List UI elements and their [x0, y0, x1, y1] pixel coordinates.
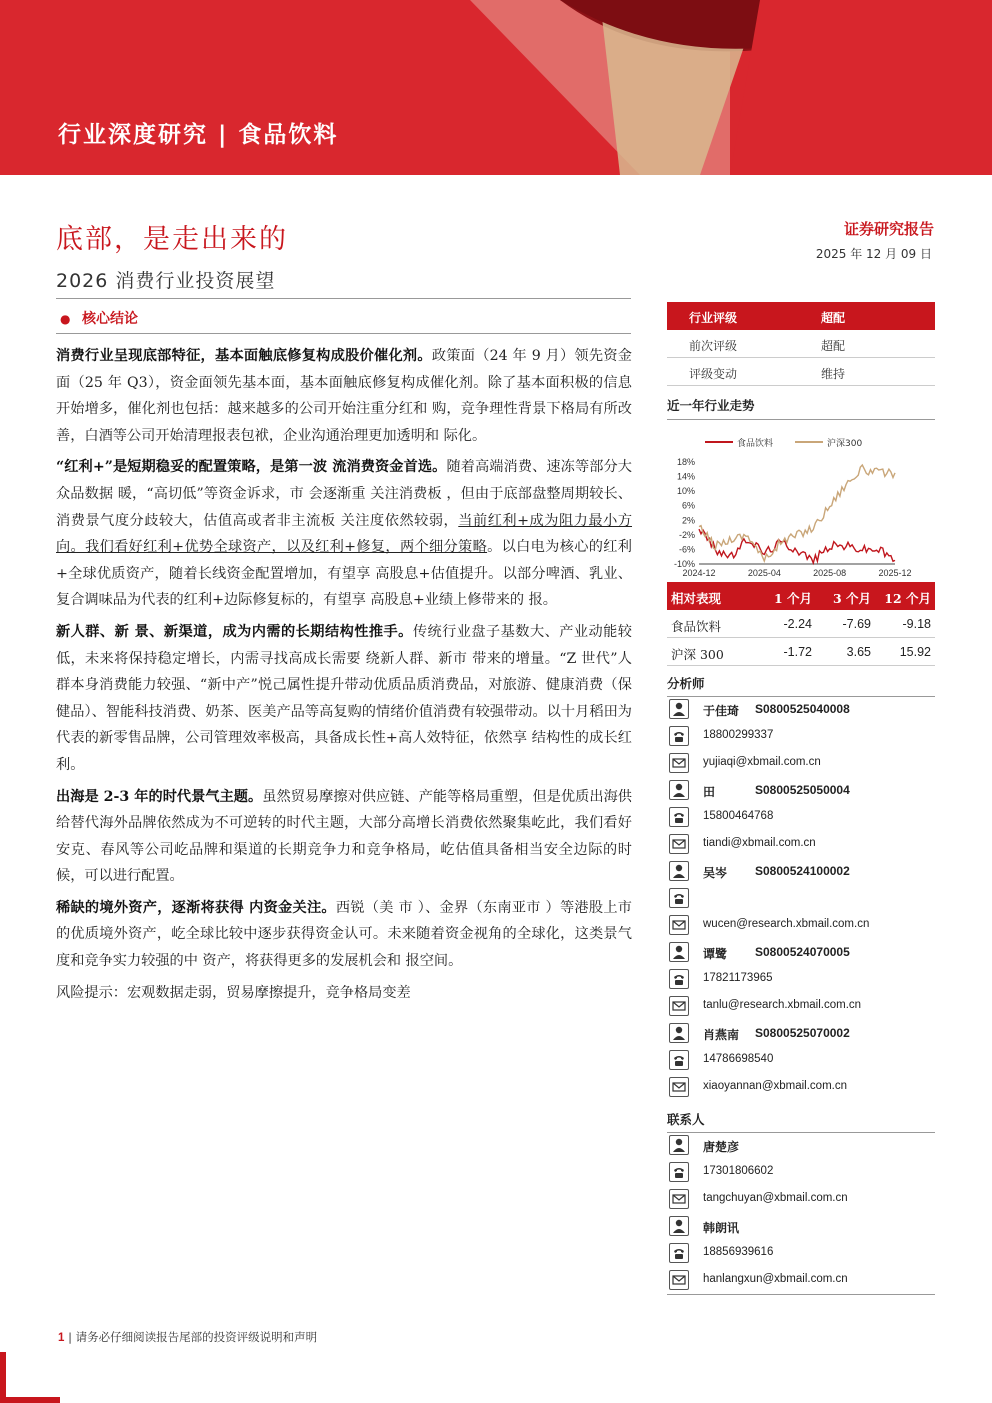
contact-row [667, 1268, 935, 1295]
contact-row [667, 805, 935, 832]
series-line [699, 529, 895, 563]
mail-text: wucen@research.xbmail.com.cn [703, 918, 870, 930]
mail-icon [669, 753, 689, 773]
y-tick-label: -2% [678, 529, 695, 540]
contact-row [667, 1048, 935, 1075]
rating-row-value: 维持 [821, 367, 846, 381]
person-icon [669, 1216, 689, 1236]
report-date: 2025 年 12 月 09 日 [815, 247, 932, 261]
person-icon [669, 942, 689, 962]
performance-header-cell: 1 个月 [773, 591, 812, 606]
paragraph-text: 。以白电为核心的红利+全球优质资产，随着长线资金配置增加，有望享 高股息+估值提升。以部分啤酒、乳业、复合调味品为代表的红利+边际修复标的，有望享 高股息+业绩上修带来的 报。 [56, 539, 632, 609]
rating-row-label: 前次评级 [689, 339, 738, 353]
mail-icon [669, 1270, 689, 1290]
person-text: 田 [703, 785, 716, 799]
paragraph-lead: 新人群、新 景、新渠道，成为内需的长期结构性推手。 [56, 623, 413, 640]
footer-separator: | [68, 1330, 76, 1344]
contact-row [667, 751, 935, 778]
analyst-section-label: 分析师 [667, 674, 935, 697]
phone-icon [669, 969, 689, 989]
contact-row [667, 940, 935, 967]
y-tick-label: 14% [676, 471, 695, 482]
sidebar [667, 302, 935, 1295]
phone-text: 14786698540 [703, 1053, 774, 1065]
performance-value: -2.24 [783, 617, 812, 631]
performance-name: 食品饮料 [671, 619, 722, 634]
x-tick-label: 2025-04 [747, 568, 781, 578]
x-tick-label: 2024-12 [682, 568, 716, 578]
mail-text: hanlangxun@xbmail.com.cn [703, 1273, 848, 1285]
rating-row [667, 330, 935, 358]
phone-icon [669, 888, 689, 908]
performance-name: 沪深 300 [671, 647, 724, 662]
series-line [699, 465, 895, 561]
y-tick-label: 18% [676, 457, 695, 467]
mail-icon [669, 834, 689, 854]
rating-header [667, 302, 935, 330]
contact-row [667, 1133, 935, 1160]
performance-value: -9.18 [902, 617, 931, 631]
report-subtitle: 2026 消费行业投资展望 [56, 270, 276, 292]
performance-header-cell: 相对表现 [671, 591, 722, 606]
contact-row [667, 1160, 935, 1187]
mail-text: tanlu@research.xbmail.com.cn [703, 999, 862, 1011]
paragraph-text: 政策面（24 年 9 月）领先资金面（25 年 Q3），资金面领先基本面，基本面触底修复构成催化剂。除了基本面积极的信息开始增多，催化剂也包括：越来越多的公司开始注重分红和 购，竞争理性背景下格局有所改善，白酒等公司开始清理报表包袱，企业沟通治理更加透明和 际化。 [56, 348, 632, 444]
rating-row-value: 超配 [821, 339, 846, 353]
contact-row [667, 778, 935, 805]
contact-row [667, 859, 935, 886]
mail-icon [669, 915, 689, 935]
contact-row [667, 1241, 935, 1268]
person-icon [669, 861, 689, 881]
y-tick-label: -10% [673, 559, 695, 569]
person-text: 肖燕南 [703, 1028, 740, 1042]
bullet-icon: ● [60, 312, 71, 326]
rating-row [667, 358, 935, 386]
paragraph-lead: 出海是 2-3 年的时代景气主题。 [56, 788, 263, 805]
x-tick-label: 2025-08 [813, 568, 847, 578]
paragraph [56, 784, 632, 890]
performance-header-cell: 3 个月 [832, 591, 871, 606]
paragraph-lead: “红利+”是短期稳妥的配置策略，是第一波 流消费资金首选。 [56, 459, 447, 476]
performance-header-cell: 12 个月 [884, 591, 931, 606]
rating-row-label: 评级变动 [689, 367, 738, 381]
contact-row [667, 967, 935, 994]
performance-value: 15.92 [899, 645, 931, 659]
person-icon [669, 1023, 689, 1043]
paragraph-lead: 消费行业呈现底部特征，基本面触底修复构成股价催化剂。 [56, 348, 432, 364]
report-type: 证券研究报告 [843, 220, 934, 238]
header-banner [0, 0, 992, 175]
contact-row [667, 1021, 935, 1048]
mail-text: yujiaqi@xbmail.com.cn [703, 756, 821, 768]
contact-list [667, 1133, 935, 1295]
paragraph-lead: 稀缺的境外资产，逐渐将获得 内资金关注。 [56, 899, 336, 916]
performance-value: -7.69 [842, 617, 871, 631]
contact-row [667, 913, 935, 940]
mail-text: tiandi@xbmail.com.cn [703, 837, 816, 849]
phone-text: 17821173965 [703, 972, 773, 984]
person-text: 吴岑 [703, 866, 728, 880]
mail-icon [669, 996, 689, 1016]
mail-text: xiaoyannan@xbmail.com.cn [703, 1080, 847, 1092]
trend-chart-svg [667, 420, 935, 578]
footer-disclaimer [58, 1329, 317, 1345]
contact-row [667, 697, 935, 724]
y-tick-label: 10% [676, 486, 695, 497]
phone-text: 17301806602 [703, 1165, 774, 1177]
license-number: S0800524100002 [755, 864, 850, 878]
paragraph [56, 895, 632, 975]
footer-text: 请务必仔细阅读报告尾部的投资评级说明和声明 [75, 1330, 318, 1344]
person-icon [669, 699, 689, 719]
phone-icon [669, 807, 689, 827]
trend-title: 近一年行业走势 [667, 396, 935, 420]
contact-row [667, 724, 935, 751]
license-number: S0800525070002 [755, 1026, 850, 1040]
performance-value: -1.72 [783, 645, 812, 659]
y-tick-label: -6% [678, 544, 695, 555]
paragraph [56, 454, 632, 614]
contact-row [667, 1075, 935, 1102]
mail-icon [669, 1189, 689, 1209]
person-text: 唐楚彦 [703, 1140, 740, 1154]
banner-title: 行业深度研究 | 食品饮料 [58, 122, 339, 148]
phone-text: 18800299337 [703, 729, 774, 741]
performance-row [667, 638, 935, 666]
person-text: 于佳琦 [703, 704, 740, 718]
performance-value: 3.65 [846, 645, 871, 659]
phone-text: 18856939616 [703, 1246, 774, 1258]
performance-header [667, 582, 935, 610]
person-icon [669, 780, 689, 800]
paragraph-text: 虽然贸易摩擦对供应链、产能等格局重塑，但是优质出海供给替代海外品牌依然成为不可逆转的时代主题，大部分高增长消费依然聚集屹此，我们看好安克、春风等公司屹品牌和渠道的长期竞争力和竞争格局，屹估值具备相当安全边际的时候，可以进行配置。 [56, 788, 632, 885]
risk-warning: 风险提示：宏观数据走弱，贸易摩擦提升，竞争格局变差 [56, 984, 411, 1001]
trend-chart [667, 420, 935, 578]
rating-label: 行业评级 [689, 311, 738, 325]
report-title: 底部，是走出来的 [56, 224, 288, 255]
phone-icon [669, 1162, 689, 1182]
core-conclusion-label: 核心结论 [82, 311, 138, 327]
rating-value: 超配 [821, 311, 846, 325]
performance-row [667, 610, 935, 638]
license-number: S0800524070005 [755, 945, 850, 959]
body-text [56, 343, 632, 1006]
page-number: 1 [58, 1332, 65, 1344]
paragraph-text: 随着高端消费、速冻等部分大众品数据 暖，“高切低”等资金诉求，市 会逐渐重 关注消费板 ，但由于底部盘整周期较长、消费景气度分歧较大，估值高或者非主流板 关注度依然较弱， [56, 459, 632, 529]
divider [56, 298, 631, 299]
legend-label: 沪深300 [827, 439, 863, 449]
paragraph-text: 西锐（美 市 ）、金界（东南亚市 ）等港股上市的优质境外资产，屹全球比较中逐步获得资金认可。未来随着资金视角的全球化，这类景气度和竞争实力较强的中 资产，将获得更多的发展机会和 报空间。 [56, 899, 632, 970]
mail-text: tangchuyan@xbmail.com.cn [703, 1192, 848, 1204]
x-tick-label: 2025-12 [878, 568, 912, 578]
paragraph-text: 传统行业盘子基数大、产业动能较低，未来将保持稳定增长，内需寻找高成长需要 绕新人群、新市 带来的增量。“Z 世代”人群本身消费能力较强、“新中产”悦己属性提升带动优质品质消费品，对旅游、健康消费（保健品）、智能科技消费、奶茶、医美产品等高复购的情绪价值消费有较强带动。以十月稻田为代表的新零售品牌，公司管理效率极高，具备成长性+高人效特征，依然享 结构性的成长红利。 [56, 623, 632, 773]
contact-row [667, 832, 935, 859]
person-text: 韩朗讯 [703, 1221, 740, 1235]
paragraph [56, 619, 632, 779]
contact-row [667, 1214, 935, 1241]
license-number: S0800525050004 [755, 783, 850, 797]
phone-icon [669, 1243, 689, 1263]
contact-row [667, 1187, 935, 1214]
contact-row [667, 994, 935, 1021]
contact-section-label: 联系人 [667, 1110, 935, 1133]
footer-accent [0, 1397, 60, 1403]
contact-row [667, 886, 935, 913]
core-conclusion-header [56, 306, 631, 334]
phone-text: 15800464768 [703, 810, 774, 822]
legend-label: 食品饮料 [737, 439, 774, 449]
person-icon [669, 1135, 689, 1155]
y-tick-label: 2% [681, 515, 695, 526]
mail-icon [669, 1077, 689, 1097]
phone-icon [669, 726, 689, 746]
footer-accent [0, 1352, 6, 1403]
person-text: 谭鹭 [703, 947, 728, 961]
paragraph [56, 343, 632, 449]
license-number: S0800525040008 [755, 702, 850, 716]
paragraph-underlined: 当前红利+成为阻力最小方向。我们看好红利+优势全球资产，以及红利+修复，两个细分策略 [56, 512, 633, 556]
y-tick-label: 6% [681, 500, 695, 511]
phone-icon [669, 1050, 689, 1070]
analyst-list [667, 697, 935, 1102]
